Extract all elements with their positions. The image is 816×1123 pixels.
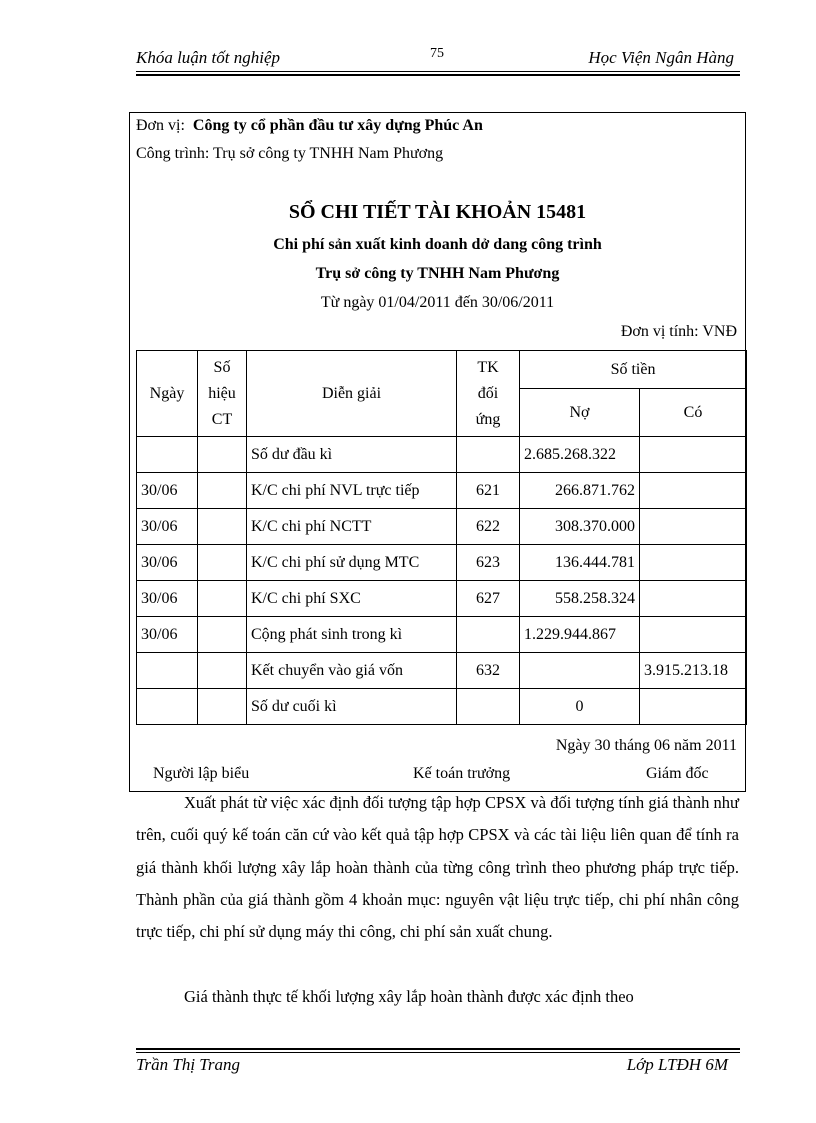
cell-desc: K/C chi phí sử dụng MTC: [247, 545, 457, 581]
cell-acct: [457, 689, 520, 725]
cell-acct: 621: [457, 473, 520, 509]
header-left-text: Khóa luận tốt nghiệp: [136, 48, 281, 67]
col-header-amount: Số tiền: [520, 351, 747, 389]
table-row: [137, 689, 747, 725]
ledger-title: SỔ CHI TIẾT TÀI KHOẢN 15481: [288, 201, 587, 223]
signing-date: Ngày 30 tháng 06 năm 2011: [555, 737, 737, 754]
footer-author: Trần Thị Trang: [136, 1055, 240, 1074]
cell-doc: [198, 437, 247, 473]
paragraph-text: Xuất phát từ việc xác định đối tượng tập hợp CPSX và đối tượng tính giá thành như trên, cuối quý kế toán căn cứ vào kết quả tập hợp CPSX và các tài liệu liên quan để tính ra giá thành khối lượng xây lắp hoàn thành của từng công trình theo phương pháp trực tiếp. Thành phần của giá thành gồm 4 khoản mục: nguyên vật liệu trực tiếp, chi phí nhân công trực tiếp, chi phí sử dụng máy thi công, chi phí sản xuất chung.: [136, 793, 739, 942]
cell-date: 30/06: [137, 581, 198, 617]
cell-desc: Cộng phát sinh trong kì: [247, 617, 457, 653]
header-rule-thick: [136, 74, 740, 76]
cell-desc: K/C chi phí NVL trực tiếp: [247, 473, 457, 509]
cell-date: [137, 653, 198, 689]
table-row: [137, 545, 747, 581]
signature-director: Giám đốc: [646, 765, 709, 782]
cell-acct: 627: [457, 581, 520, 617]
cell-debit: [520, 653, 640, 689]
footer-rule-thick: [136, 1048, 740, 1050]
cell-debit: 1.229.944.867: [520, 617, 640, 653]
page-number: 75: [430, 46, 444, 61]
cell-acct: 622: [457, 509, 520, 545]
cell-desc: Số dư cuối kì: [247, 689, 457, 725]
table-row: [137, 509, 747, 545]
header-rule: [136, 71, 740, 72]
page-header: [136, 48, 736, 72]
table-row: [137, 653, 747, 689]
cell-credit: [640, 437, 747, 473]
unit-label: Đơn vị:: [136, 117, 185, 134]
signature-preparer: Người lập biểu: [153, 765, 250, 782]
col-header-contra: [457, 351, 520, 437]
cell-date: [137, 689, 198, 725]
col-header-contra-3: ứng: [475, 410, 501, 428]
cell-credit: [640, 581, 747, 617]
cell-acct: [457, 437, 520, 473]
cell-desc: K/C chi phí SXC: [247, 581, 457, 617]
table-row: [137, 437, 747, 473]
cell-doc: [198, 473, 247, 509]
cell-date: 30/06: [137, 545, 198, 581]
cell-credit: [640, 473, 747, 509]
body-paragraph-2: [136, 981, 739, 1013]
cell-debit: 558.258.324: [520, 581, 640, 617]
body-paragraph-1: [136, 787, 739, 948]
col-header-description: Diễn giải: [247, 351, 457, 437]
cell-desc: Kết chuyển vào giá vốn: [247, 653, 457, 689]
footer-rule: [136, 1052, 740, 1053]
cell-desc: K/C chi phí NCTT: [247, 509, 457, 545]
cell-doc: [198, 689, 247, 725]
col-header-doc-no: [198, 351, 247, 437]
cell-acct: 623: [457, 545, 520, 581]
cell-credit: [640, 509, 747, 545]
cell-acct: 632: [457, 653, 520, 689]
header-right-text: Học Viện Ngân Hàng: [588, 48, 734, 67]
cell-credit: [640, 617, 747, 653]
col-header-doc-no-2: hiệu: [208, 384, 236, 402]
cell-debit: 266.871.762: [520, 473, 640, 509]
col-header-contra-2: đối: [477, 384, 499, 402]
unit-name: Công ty cổ phần đầu tư xây dựng Phúc An: [192, 117, 483, 134]
cell-credit: [640, 689, 747, 725]
cell-date: [137, 437, 198, 473]
col-header-contra-1: TK: [477, 358, 499, 376]
table-row: [137, 581, 747, 617]
cell-credit: 3.915.213.18: [640, 653, 747, 689]
paragraph-text: Giá thành thực tế khối lượng xây lắp hoàn thành được xác định theo: [184, 987, 634, 1006]
cell-date: 30/06: [137, 509, 198, 545]
footer-class: Lớp LTĐH 6M: [626, 1055, 728, 1074]
cell-date: 30/06: [137, 473, 198, 509]
cell-date: 30/06: [137, 617, 198, 653]
table-row: [137, 617, 747, 653]
col-header-debit: Nợ: [520, 389, 640, 437]
ledger-subtitle-1: Chi phí sản xuất kinh doanh dở dang công trình: [273, 236, 602, 253]
cell-doc: [198, 509, 247, 545]
col-header-doc-no-1: Số: [213, 358, 231, 376]
currency-unit: Đơn vị tính: VNĐ: [620, 323, 737, 340]
ledger-period: Từ ngày 01/04/2011 đến 30/06/2011: [320, 294, 555, 311]
cell-doc: [198, 581, 247, 617]
col-header-credit: Có: [640, 389, 747, 437]
cell-debit: 136.444.781: [520, 545, 640, 581]
cell-debit: 2.685.268.322: [520, 437, 640, 473]
signature-chief-accountant: Kế toán trưởng: [413, 765, 511, 782]
cell-desc: Số dư đầu kì: [247, 437, 457, 473]
table-row: [137, 473, 747, 509]
cell-doc: [198, 545, 247, 581]
cell-debit: 0: [520, 689, 640, 725]
cell-doc: [198, 653, 247, 689]
cell-acct: [457, 617, 520, 653]
cell-debit: 308.370.000: [520, 509, 640, 545]
ledger-table: [136, 350, 747, 725]
cell-credit: [640, 545, 747, 581]
project-line: Công trình: Trụ sở công ty TNHH Nam Phương: [136, 145, 444, 162]
unit-line: [136, 117, 483, 135]
col-header-doc-no-3: CT: [211, 410, 233, 428]
cell-doc: [198, 617, 247, 653]
ledger-subtitle-2: Trụ sở công ty TNHH Nam Phương: [315, 265, 560, 282]
col-header-date: Ngày: [137, 351, 198, 437]
